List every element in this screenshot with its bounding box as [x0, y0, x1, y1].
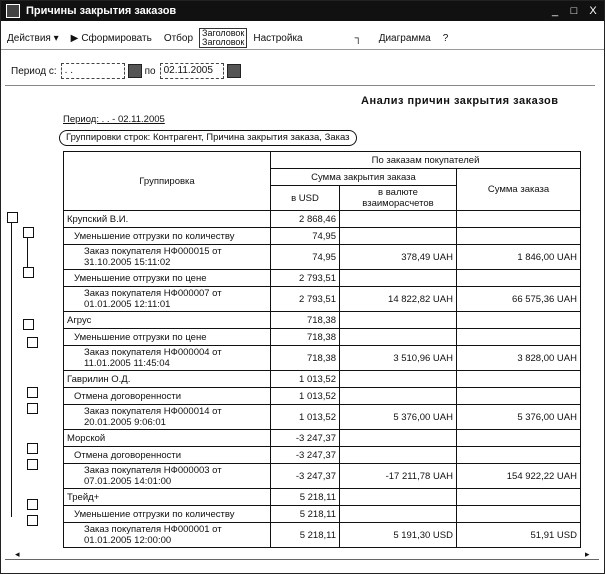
table-row[interactable] — [64, 430, 581, 447]
tree-collapse-icon[interactable] — [7, 212, 18, 223]
row-name: Заказ покупателя НФ000003 от 07.01.2005 14:01:00 — [64, 464, 271, 489]
diagram-icon: ┐ — [354, 32, 362, 44]
row-order-sum: 66 575,36 UAH — [457, 287, 581, 312]
table-row[interactable] — [64, 312, 581, 329]
header-by-orders: По заказам покупателей — [271, 152, 581, 169]
table-row[interactable] — [64, 523, 581, 548]
row-currency — [340, 506, 457, 523]
tree-line — [11, 217, 12, 517]
row-name: Крупский В.И. — [64, 211, 271, 228]
close-button[interactable]: X — [589, 5, 597, 17]
calendar-icon[interactable] — [128, 64, 142, 78]
row-currency — [340, 329, 457, 346]
maximize-button[interactable]: □ — [570, 5, 578, 17]
row-currency: 14 822,82 UAH — [340, 287, 457, 312]
period-from-label: Период с: — [11, 65, 57, 77]
row-usd: 2 793,51 — [271, 287, 340, 312]
header-grouping: Группировка — [64, 152, 271, 211]
row-order-sum: 1 846,00 UAH — [457, 245, 581, 270]
header-sum-closed: Сумма закрытия заказа — [271, 169, 457, 186]
row-currency — [340, 371, 457, 388]
headers-button[interactable] — [199, 28, 247, 48]
period-to-input[interactable]: 02.11.2005 — [160, 63, 224, 79]
row-usd: 1 013,52 — [271, 388, 340, 405]
table-row[interactable] — [64, 211, 581, 228]
play-icon: ▶ — [70, 32, 79, 44]
divider — [5, 85, 595, 86]
header-currency: в валюте взаиморасчетов — [340, 186, 457, 211]
table-row[interactable] — [64, 405, 581, 430]
headers-label-top: Заголовок — [202, 28, 245, 38]
row-order-sum — [457, 329, 581, 346]
row-currency — [340, 228, 457, 245]
report-title: Анализ причин закрытия заказов — [361, 95, 559, 107]
row-order-sum: 3 828,00 UAH — [457, 346, 581, 371]
tree-gutter — [7, 97, 57, 557]
row-order-sum: 5 376,00 UAH — [457, 405, 581, 430]
calendar-icon[interactable] — [227, 64, 241, 78]
row-usd: -3 247,37 — [271, 447, 340, 464]
row-currency — [340, 430, 457, 447]
row-usd: 1 013,52 — [271, 371, 340, 388]
table-row[interactable] — [64, 228, 581, 245]
row-currency — [340, 489, 457, 506]
app-icon — [6, 4, 20, 18]
row-currency — [340, 447, 457, 464]
row-name: Уменьшение отгрузки по цене — [64, 329, 271, 346]
row-currency: -17 211,78 UAH — [340, 464, 457, 489]
row-order-sum — [457, 312, 581, 329]
table-row[interactable] — [64, 447, 581, 464]
row-currency — [340, 312, 457, 329]
row-name: Морской — [64, 430, 271, 447]
diagram-label: Диаграмма — [378, 32, 431, 44]
tree-collapse-icon[interactable] — [27, 337, 38, 348]
row-order-sum: 51,91 USD — [457, 523, 581, 548]
row-order-sum — [457, 430, 581, 447]
row-usd: 5 218,11 — [271, 506, 340, 523]
title-bar — [1, 1, 604, 21]
settings-button[interactable]: Настройка — [253, 32, 303, 44]
report-grouping: Группировки строк: Контрагент, Причина закрытия заказа, Заказ — [59, 130, 357, 146]
table-row[interactable] — [64, 245, 581, 270]
period-from-input[interactable]: . . — [61, 63, 125, 79]
tree-collapse-icon[interactable] — [27, 459, 38, 470]
toolbar — [1, 27, 604, 50]
row-order-sum — [457, 211, 581, 228]
horizontal-scrollbar[interactable] — [5, 559, 599, 570]
row-name: Заказ покупателя НФ000014 от 20.01.2005 9:06:01 — [64, 405, 271, 430]
headers-label-bottom: Заголовок — [202, 37, 245, 47]
header-order-sum: Сумма заказа — [457, 169, 581, 211]
row-currency: 5 376,00 UAH — [340, 405, 457, 430]
row-usd: 74,95 — [271, 228, 340, 245]
row-currency: 3 510,96 UAH — [340, 346, 457, 371]
row-name: Агрус — [64, 312, 271, 329]
help-button[interactable]: ? — [442, 32, 449, 44]
row-currency: 378,49 UAH — [340, 245, 457, 270]
tree-collapse-icon[interactable] — [23, 319, 34, 330]
row-name: Гаврилин О.Д. — [64, 371, 271, 388]
row-name: Заказ покупателя НФ000004 от 11.01.2005 11:45:04 — [64, 346, 271, 371]
row-name: Трейд+ — [64, 489, 271, 506]
row-name: Уменьшение отгрузки по цене — [64, 270, 271, 287]
row-currency — [340, 388, 457, 405]
row-usd: 2 793,51 — [271, 270, 340, 287]
table-row[interactable] — [64, 464, 581, 489]
row-currency — [340, 211, 457, 228]
row-order-sum — [457, 371, 581, 388]
row-name: Отмена договоренности — [64, 388, 271, 405]
report-table — [63, 151, 581, 548]
generate-button[interactable] — [65, 29, 158, 47]
row-usd: 1 013,52 — [271, 405, 340, 430]
row-currency — [340, 270, 457, 287]
row-usd: 5 218,11 — [271, 489, 340, 506]
window-title: Причины закрытия заказов — [26, 5, 177, 17]
generate-label: Сформировать — [81, 32, 152, 44]
minimize-button[interactable]: _ — [551, 5, 559, 17]
tree-collapse-icon[interactable] — [27, 515, 38, 526]
row-order-sum — [457, 270, 581, 287]
period-to-label: по — [144, 65, 156, 77]
table-row[interactable] — [64, 287, 581, 312]
period-bar — [1, 59, 604, 83]
row-order-sum — [457, 388, 581, 405]
row-order-sum — [457, 489, 581, 506]
table-row[interactable] — [64, 388, 581, 405]
table-row[interactable] — [64, 270, 581, 287]
tree-collapse-icon[interactable] — [27, 387, 38, 398]
row-name: Отмена договоренности — [64, 447, 271, 464]
row-usd: 2 868,46 — [271, 211, 340, 228]
row-name: Уменьшение отгрузки по количеству — [64, 506, 271, 523]
table-row[interactable] — [64, 346, 581, 371]
tree-collapse-icon[interactable] — [23, 267, 34, 278]
row-usd: 718,38 — [271, 312, 340, 329]
scroll-left-icon[interactable]: ◂ — [15, 549, 20, 559]
row-usd: -3 247,37 — [271, 464, 340, 489]
diagram-button[interactable] — [349, 29, 437, 47]
table-row[interactable] — [64, 489, 581, 506]
row-usd: 74,95 — [271, 245, 340, 270]
tree-collapse-icon[interactable] — [27, 443, 38, 454]
table-row[interactable] — [64, 329, 581, 346]
report-rows — [64, 211, 581, 548]
row-name: Заказ покупателя НФ000001 от 01.01.2005 12:00:00 — [64, 523, 271, 548]
actions-menu[interactable]: Действия ▾ — [7, 32, 59, 44]
tree-collapse-icon[interactable] — [27, 403, 38, 414]
tree-collapse-icon[interactable] — [27, 499, 38, 510]
row-usd: 718,38 — [271, 346, 340, 371]
row-currency: 5 191,30 USD — [340, 523, 457, 548]
table-row[interactable] — [64, 506, 581, 523]
report-period: Период: . . - 02.11.2005 — [63, 114, 165, 125]
row-order-sum — [457, 506, 581, 523]
row-order-sum — [457, 228, 581, 245]
row-name: Заказ покупателя НФ000015 от 31.10.2005 15:11:02 — [64, 245, 271, 270]
row-order-sum — [457, 447, 581, 464]
selection-button[interactable]: Отбор — [163, 32, 194, 44]
row-usd: -3 247,37 — [271, 430, 340, 447]
table-row[interactable] — [64, 371, 581, 388]
header-usd: в USD — [271, 186, 340, 211]
row-usd: 5 218,11 — [271, 523, 340, 548]
scroll-right-icon[interactable]: ▸ — [585, 549, 590, 559]
row-name: Уменьшение отгрузки по количеству — [64, 228, 271, 245]
tree-collapse-icon[interactable] — [23, 227, 34, 238]
row-name: Заказ покупателя НФ000007 от 01.01.2005 12:11:01 — [64, 287, 271, 312]
row-order-sum: 154 922,22 UAH — [457, 464, 581, 489]
row-usd: 718,38 — [271, 329, 340, 346]
